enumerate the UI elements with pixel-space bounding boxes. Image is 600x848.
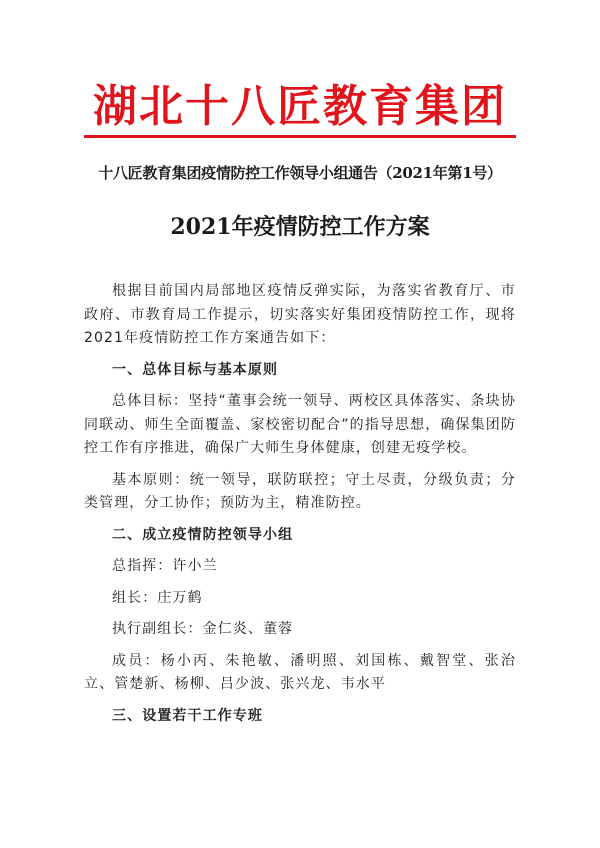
masthead-red-rule <box>84 135 516 138</box>
members-paragraph: 成员：杨小丙、朱艳敏、潘明照、刘国栋、戴智堂、张治立、管楚新、杨柳、吕少波、张兴龙、韦水平 <box>84 652 516 692</box>
deputy-leader-line: 执行副组长：金仁炎、董蓉 <box>112 621 294 637</box>
section-heading-2: 二、成立疫情防控领导小组 <box>112 526 294 543</box>
overall-goal-paragraph: 总体目标：坚持“董事会统一领导、两校区具体落实、条块协同联动、师生全面覆盖、家校密切配合”的指导思想，确保集团防控工作有序推进，确保广大师生身体健康，创建无疫学校。 <box>84 393 516 456</box>
notice-number-line: 十八匠教育集团疫情防控工作领导小组通告（2021年第1号） <box>98 164 502 182</box>
basic-principles-paragraph: 基本原则：统一领导，联防联控；守土尽责，分级负责；分类管理，分工协作；预防为主，精准防控。 <box>84 471 516 511</box>
section-heading-1: 一、总体目标与基本原则 <box>112 361 279 378</box>
org-masthead: 湖北十八匠教育集团 <box>93 81 507 132</box>
document-body <box>84 280 516 736</box>
leader-line: 组长：庄万鹤 <box>112 589 203 606</box>
section-heading-3: 三、设置若干工作专班 <box>112 707 263 724</box>
commander-line: 总指挥：许小兰 <box>112 558 218 574</box>
document-title: 2021年疫情防控工作方案 <box>170 214 430 240</box>
intro-paragraph: 根据目前国内局部地区疫情反弹实际，为落实省教育厅、市政府、市教育局工作提示，切实落实好集团疫情防控工作，现将2021年疫情防控工作方案通告如下： <box>84 283 516 346</box>
